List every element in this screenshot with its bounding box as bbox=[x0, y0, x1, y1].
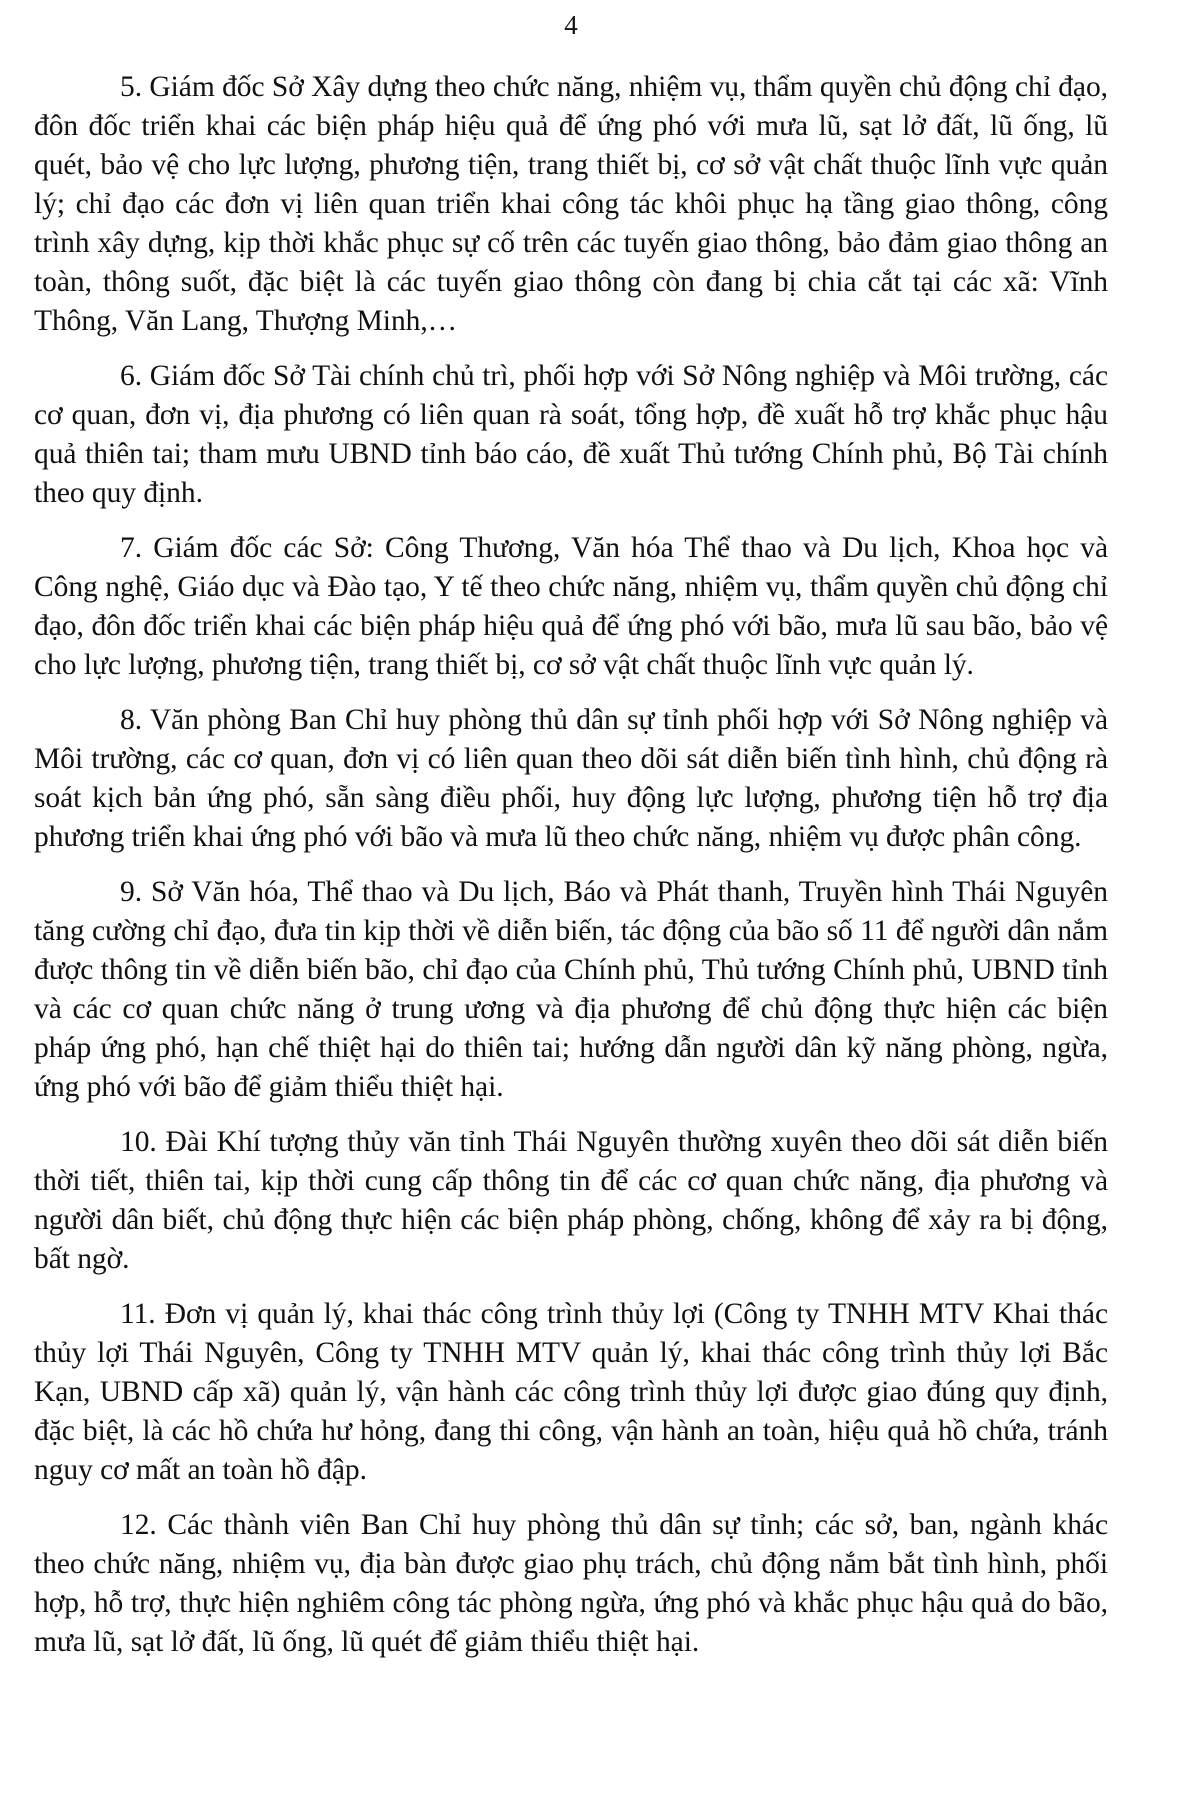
page-number: 4 bbox=[564, 10, 578, 40]
paragraph-item-8: 8. Văn phòng Ban Chỉ huy phòng thủ dân sự tỉnh phối hợp với Sở Nông nghiệp và Môi trường, các cơ quan, đơn vị có liên quan theo dõi sát diễn biến tình hình, chủ động rà soát kịch bản ứng phó, sẵn sàng điều phối, huy động lực lượng, phương tiện hỗ trợ địa phương triển khai ứng phó với bão và mưa lũ theo chức năng, nhiệm vụ được phân công. bbox=[34, 704, 1108, 853]
paragraph-item-10: 10. Đài Khí tượng thủy văn tỉnh Thái Nguyên thường xuyên theo dõi sát diễn biến thời tiết, thiên tai, kịp thời cung cấp thông tin để các cơ quan chức năng, địa phương và người dân biết, chủ động thực hiện các biện pháp phòng, chống, không để xảy ra bị động, bất ngờ. bbox=[34, 1126, 1108, 1275]
paragraph-item-11: 11. Đơn vị quản lý, khai thác công trình thủy lợi (Công ty TNHH MTV Khai thác thủy lợi Thái Nguyên, Công ty TNHH MTV quản lý, khai thác công trình thủy lợi Bắc Kạn, UBND cấp xã) quản lý, vận hành các công trình thủy lợi được giao đúng quy định, đặc biệt, là các hồ chứa hư hỏng, đang thi công, vận hành an toàn, hiệu quả hồ chứa, tránh nguy cơ mất an toàn hồ đập. bbox=[34, 1298, 1108, 1486]
paragraph-item-7: 7. Giám đốc các Sở: Công Thương, Văn hóa Thể thao và Du lịch, Khoa học và Công nghệ, Giáo dục và Đào tạo, Y tế theo chức năng, nhiệm vụ, thẩm quyền chủ động chỉ đạo, đôn đốc triển khai các biện pháp hiệu quả để ứng phó với bão, mưa lũ sau bão, bảo vệ cho lực lượng, phương tiện, trang thiết bị, cơ sở vật chất thuộc lĩnh vực quản lý. bbox=[34, 532, 1108, 681]
paragraph-item-5: 5. Giám đốc Sở Xây dựng theo chức năng, nhiệm vụ, thẩm quyền chủ động chỉ đạo, đôn đốc triển khai các biện pháp hiệu quả để ứng phó với mưa lũ, sạt lở đất, lũ ống, lũ quét, bảo vệ cho lực lượng, phương tiện, trang thiết bị, cơ sở vật chất thuộc lĩnh vực quản lý; chỉ đạo các đơn vị liên quan triển khai công tác khôi phục hạ tầng giao thông, công trình xây dựng, kịp thời khắc phục sự cố trên các tuyến giao thông, bảo đảm giao thông an toàn, thông suốt, đặc biệt là các tuyến giao thông còn đang bị chia cắt tại các xã: Vĩnh Thông, Văn Lang, Thượng Minh,… bbox=[34, 71, 1108, 337]
paragraph-item-12: 12. Các thành viên Ban Chỉ huy phòng thủ dân sự tỉnh; các sở, ban, ngành khác theo chức năng, nhiệm vụ, địa bàn được giao phụ trách, chủ động nắm bắt tình hình, phối hợp, hỗ trợ, thực hiện nghiêm công tác phòng ngừa, ứng phó và khắc phục hậu quả do bão, mưa lũ, sạt lở đất, lũ ống, lũ quét để giảm thiểu thiệt hại. bbox=[34, 1509, 1108, 1658]
paragraph-item-6: 6. Giám đốc Sở Tài chính chủ trì, phối hợp với Sở Nông nghiệp và Môi trường, các cơ quan, đơn vị, địa phương có liên quan rà soát, tổng hợp, đề xuất hỗ trợ khắc phục hậu quả thiên tai; tham mưu UBND tỉnh báo cáo, đề xuất Thủ tướng Chính phủ, Bộ Tài chính theo quy định. bbox=[34, 360, 1108, 509]
paragraph-item-9: 9. Sở Văn hóa, Thể thao và Du lịch, Báo và Phát thanh, Truyền hình Thái Nguyên tăng cường chỉ đạo, đưa tin kịp thời về diễn biến, tác động của bão số 11 để người dân nắm được thông tin về diễn biến bão, chỉ đạo của Chính phủ, Thủ tướng Chính phủ, UBND tỉnh và các cơ quan chức năng ở trung ương và địa phương để chủ động thực hiện các biện pháp ứng phó, hạn chế thiệt hại do thiên tai; hướng dẫn người dân kỹ năng phòng, ngừa, ứng phó với bão để giảm thiểu thiệt hại. bbox=[34, 876, 1108, 1103]
